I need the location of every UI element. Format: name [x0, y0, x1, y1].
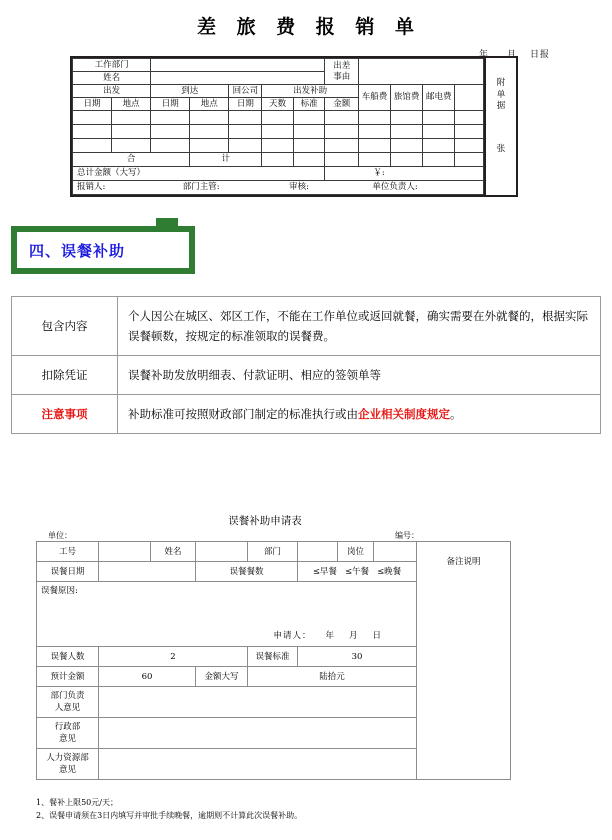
label-hotel-fee: 旅馆费 — [391, 85, 423, 111]
cell-hotel-fee[interactable] — [391, 111, 423, 125]
table-row-grand-total — [73, 167, 484, 181]
label-arrive-place: 地点 — [190, 98, 229, 111]
cell-arrive-date[interactable] — [151, 111, 190, 125]
field-trip-reason[interactable] — [359, 59, 484, 85]
cell-depart-place[interactable] — [112, 111, 151, 125]
cell-depart-place[interactable] — [112, 139, 151, 153]
table-row — [73, 111, 484, 125]
cell-other-fee[interactable] — [455, 125, 484, 139]
meal-type-options[interactable] — [298, 562, 417, 582]
attachment-label — [486, 78, 516, 113]
cell-return-date[interactable] — [229, 139, 262, 153]
field-admin-opinion[interactable] — [99, 718, 417, 749]
meal-form-title: 误餐补助申请表 — [228, 515, 302, 527]
applicant-signature-line — [273, 630, 382, 642]
travel-form-grid — [72, 58, 484, 195]
cell-days[interactable] — [262, 139, 294, 153]
label-dept-head-opinion-l2: 人意见 — [54, 703, 81, 713]
label-expected-amount: 预计金额 — [37, 667, 99, 687]
table-row — [73, 139, 484, 153]
option-dinner[interactable]: ≤晚餐 — [377, 566, 402, 577]
date-month-label: 月 — [506, 50, 517, 60]
label-hr-opinion-l2: 意见 — [58, 765, 76, 775]
cell-other-fee[interactable] — [455, 111, 484, 125]
value-amount-cn[interactable]: 陆拾元 — [248, 667, 417, 687]
label-admin-opinion — [37, 718, 99, 749]
info-value-1: 误餐补助发放明细表、付款证明、相应的签领单等 — [118, 356, 601, 395]
travel-expense-form — [0, 0, 612, 60]
label-position: 岗位 — [338, 542, 374, 562]
table-row-signatures — [73, 181, 484, 195]
label-other-fee — [455, 85, 484, 111]
cell-arrive-place[interactable] — [190, 125, 229, 139]
label-applicant-year: 年 — [325, 631, 335, 641]
label-auditor: 审核: — [289, 182, 309, 192]
table-row — [12, 395, 601, 434]
cell-standard[interactable] — [293, 111, 325, 125]
value-meal-standard[interactable]: 30 — [298, 647, 417, 667]
label-trip-reason: 出差 事由 — [325, 59, 359, 85]
cell-days[interactable] — [262, 111, 294, 125]
cell-total-post[interactable] — [423, 153, 455, 167]
meal-form-unit-label: 单位： — [48, 531, 72, 540]
field-name[interactable] — [151, 72, 325, 85]
travel-form-title: 差 旅 费 报 销 单 — [196, 16, 422, 38]
cell-standard[interactable] — [293, 125, 325, 139]
label-hr-opinion — [37, 749, 99, 780]
label-total-he: 合 — [73, 153, 190, 167]
cell-transport-fee[interactable] — [359, 125, 391, 139]
label-standard: 标准 — [293, 98, 325, 111]
cell-arrive-date[interactable] — [151, 139, 190, 153]
label-return-company: 回公司 — [229, 85, 262, 98]
cell-transport-fee[interactable] — [359, 111, 391, 125]
label-admin-opinion-l1: 行政部 — [54, 722, 81, 732]
field-emp-no[interactable] — [99, 542, 151, 562]
label-return-date: 日期 — [229, 98, 262, 111]
value-expected-amount[interactable]: 60 — [99, 667, 196, 687]
cell-amount[interactable] — [325, 125, 359, 139]
label-emp-no: 工号 — [37, 542, 99, 562]
attachment-column — [484, 58, 516, 195]
footnote-2: 2、误餐申请须在3日内填写并审批手续晚餐，逾期则不计算此次误餐补助。 — [36, 811, 303, 820]
info-value-0: 个人因公在城区、郊区工作，不能在工作单位或返回就餐，确实需要在外就餐的，根据实际误餐顿数，按规定的标准领取的误餐费。 — [118, 297, 601, 356]
cell-post-fee[interactable] — [423, 139, 455, 153]
info-value-2-emphasis: 企业相关制度规定 — [358, 407, 450, 421]
label-dept-head-opinion-l1: 部门负责 — [50, 691, 85, 701]
label-applicant-month: 月 — [348, 631, 359, 641]
cell-transport-fee[interactable] — [359, 139, 391, 153]
label-depart-allowance: 出发补助 — [262, 85, 359, 98]
attachment-count-unit: 张 — [496, 144, 506, 154]
label-grand-total-cn: 总计金额（大写） — [73, 167, 325, 181]
label-arrive: 到达 — [151, 85, 229, 98]
cell-arrive-place[interactable] — [190, 139, 229, 153]
label-meal-date: 误餐日期 — [37, 562, 99, 582]
label-post-fee: 邮电费 — [423, 85, 455, 111]
cell-return-date[interactable] — [229, 111, 262, 125]
label-admin-opinion-l2: 意见 — [58, 734, 76, 744]
field-position[interactable] — [374, 542, 417, 562]
cell-total-hotel[interactable] — [391, 153, 423, 167]
date-day-label: 日报 — [529, 50, 550, 60]
cell-hotel-fee[interactable] — [391, 125, 423, 139]
footnote-1: 1、餐补上限50元/天； — [36, 798, 118, 807]
meal-allowance-info-table — [11, 296, 601, 434]
label-depart-place: 地点 — [112, 98, 151, 111]
cell-total-days[interactable] — [262, 153, 294, 167]
label-remark: 备注说明 — [417, 542, 511, 780]
field-hr-opinion[interactable] — [99, 749, 417, 780]
info-value-2 — [118, 395, 601, 434]
label-people-count: 误餐人数 — [37, 647, 99, 667]
info-value-2-plain: 补助标准可按照财政部门制定的标准执行或由 — [128, 407, 358, 421]
cell-post-fee[interactable] — [423, 111, 455, 125]
cell-total-transport[interactable] — [359, 153, 391, 167]
cell-post-fee[interactable] — [423, 125, 455, 139]
label-applicant: 申请人： — [273, 631, 312, 641]
label-dept-head-opinion — [37, 687, 99, 718]
label-dept-head: 部门主管: — [182, 182, 220, 192]
field-meal-date[interactable] — [99, 562, 196, 582]
info-key-0: 包含内容 — [12, 297, 118, 356]
table-row-total — [73, 153, 484, 167]
cell-depart-date[interactable] — [73, 139, 112, 153]
cell-total-standard[interactable] — [293, 153, 325, 167]
attach-char-3: 据 — [496, 101, 506, 111]
cell-depart-date[interactable] — [73, 111, 112, 125]
label-emp-name: 姓名 — [151, 542, 196, 562]
section-header-box — [11, 226, 195, 274]
option-lunch[interactable]: ≤午餐 — [344, 566, 370, 577]
date-year-label: 年 — [478, 50, 489, 60]
label-meal-reason: 误餐原因: — [41, 586, 78, 596]
meal-reason-cell[interactable] — [37, 582, 417, 647]
cell-amount[interactable] — [325, 139, 359, 153]
label-reimburser: 报销人: — [77, 182, 106, 192]
label-hr-opinion-l1: 人力资源部 — [46, 753, 89, 763]
meal-allowance-application-table — [36, 541, 511, 780]
info-key-1: 扣除凭证 — [12, 356, 118, 395]
cell-arrive-date[interactable] — [151, 125, 190, 139]
label-meal-standard: 误餐标准 — [248, 647, 298, 667]
cell-days[interactable] — [262, 125, 294, 139]
footnotes — [36, 796, 302, 822]
cell-return-date[interactable] — [229, 125, 262, 139]
label-amount-cn: 金额大写 — [196, 667, 248, 687]
field-work-dept[interactable] — [151, 59, 325, 72]
field-dept-head-opinion[interactable] — [99, 687, 417, 718]
cell-amount[interactable] — [325, 111, 359, 125]
label-unit-head: 单位负责人: — [372, 182, 418, 192]
info-key-2: 注意事项 — [12, 395, 118, 434]
cell-total-other[interactable] — [455, 153, 484, 167]
option-breakfast[interactable]: ≤早餐 — [312, 566, 337, 577]
cell-standard[interactable] — [293, 139, 325, 153]
label-dept: 部门 — [248, 542, 298, 562]
label-transport-fee: 车船费 — [359, 85, 391, 111]
field-dept[interactable] — [298, 542, 338, 562]
value-people-count[interactable]: 2 — [99, 647, 248, 667]
cell-depart-place[interactable] — [112, 125, 151, 139]
field-emp-name[interactable] — [196, 542, 248, 562]
travel-form-table — [70, 56, 518, 197]
attach-char-1: 附 — [496, 78, 506, 88]
cell-arrive-place[interactable] — [190, 111, 229, 125]
label-depart: 出发 — [73, 85, 151, 98]
label-name: 姓名 — [73, 72, 151, 85]
cell-depart-date[interactable] — [73, 125, 112, 139]
meal-form-number-label: 编号： — [395, 531, 419, 540]
label-arrive-date: 日期 — [151, 98, 190, 111]
signature-row — [73, 181, 484, 195]
table-row — [73, 125, 484, 139]
table-row — [12, 356, 601, 395]
label-yen-amount: ￥: — [325, 167, 484, 181]
section-header-label: 四、误餐补助 — [29, 241, 126, 260]
info-value-2-tail: 。 — [450, 407, 462, 421]
label-work-dept: 工作部门 — [73, 59, 151, 72]
label-total-ji: 计 — [190, 153, 262, 167]
label-applicant-day: 日 — [372, 631, 382, 641]
table-row — [73, 59, 484, 72]
label-meal-count: 误餐餐数 — [196, 562, 298, 582]
label-days: 天数 — [262, 98, 294, 111]
table-row — [37, 542, 511, 562]
table-row — [73, 85, 484, 98]
label-depart-date: 日期 — [73, 98, 112, 111]
cell-hotel-fee[interactable] — [391, 139, 423, 153]
table-row — [12, 297, 601, 356]
attach-char-2: 单 — [496, 89, 506, 100]
cell-other-fee[interactable] — [455, 139, 484, 153]
label-amount: 金额 — [325, 98, 359, 111]
cell-total-amount[interactable] — [325, 153, 359, 167]
